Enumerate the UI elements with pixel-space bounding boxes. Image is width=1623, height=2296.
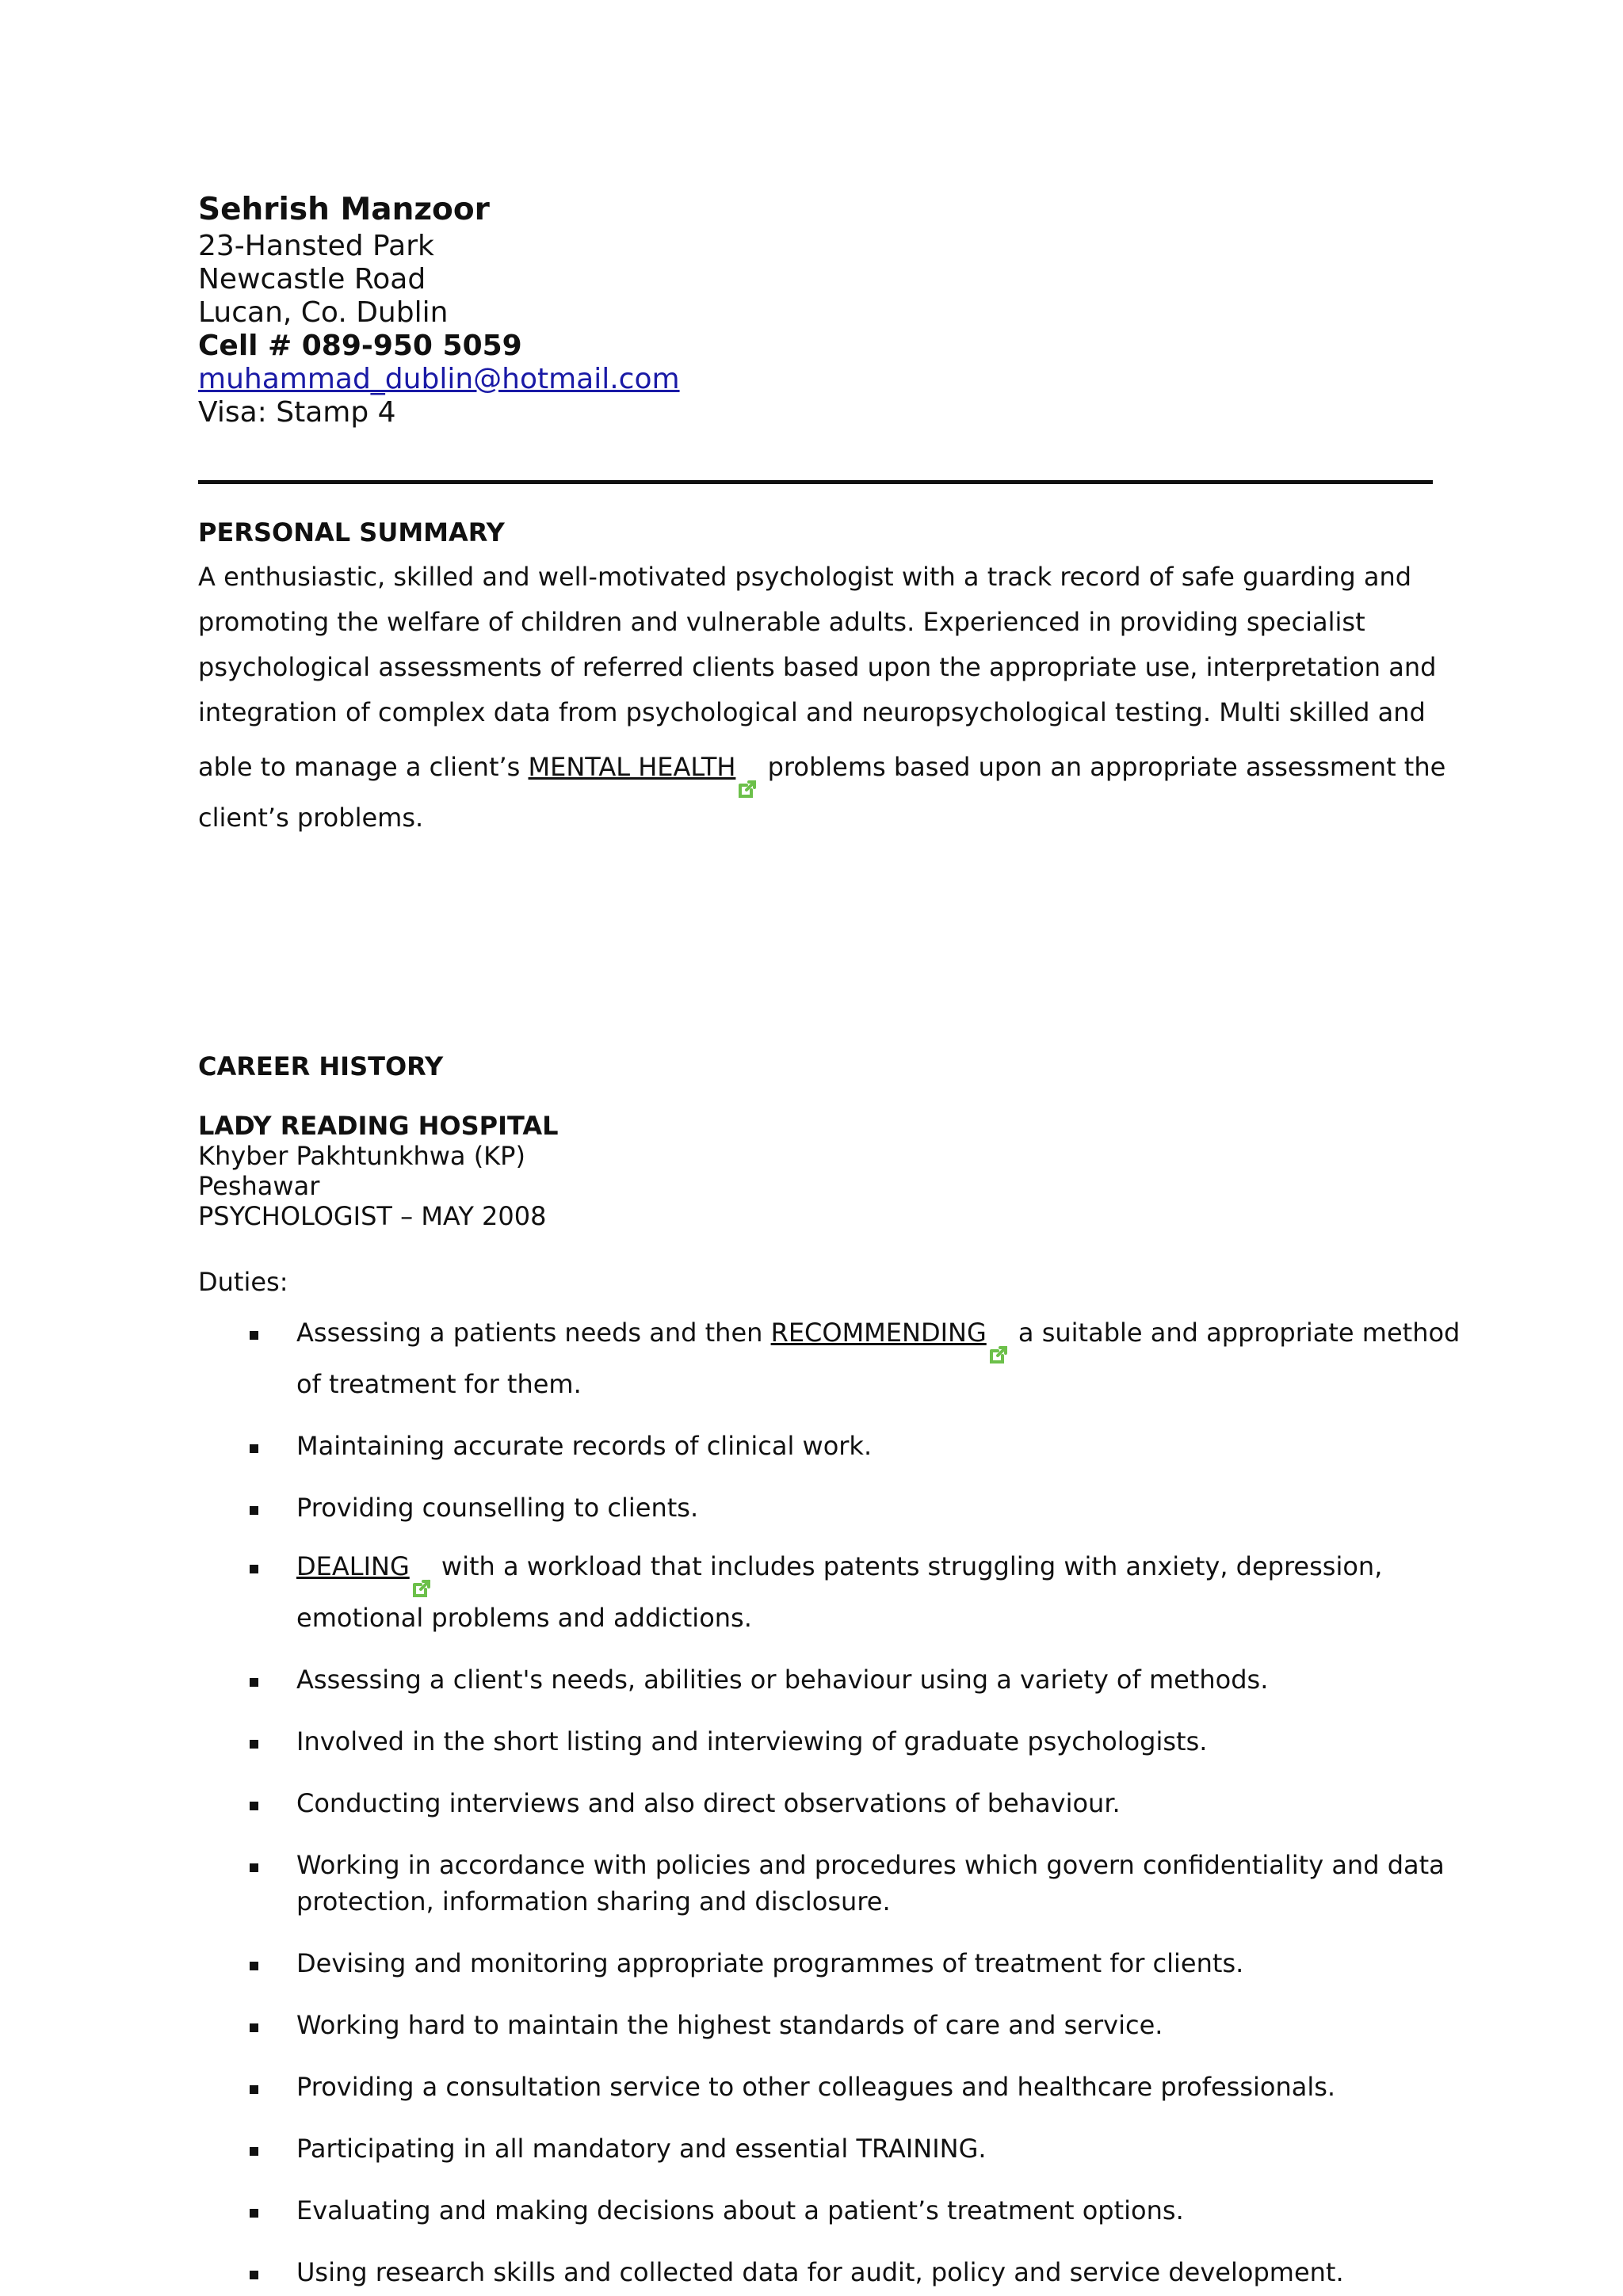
- duty-1-post: a suitable and appropriate method: [1010, 1318, 1461, 1348]
- recommending-link-label: RECOMMENDING: [770, 1318, 987, 1348]
- list-bullet: [250, 1962, 258, 1970]
- summary-line-1: A enthusiastic, skilled and well-motivated psychologist with a track record of safe guarding and: [198, 562, 1412, 592]
- employer-city: Peshawar: [198, 1171, 320, 1201]
- list-bullet: [250, 1444, 258, 1453]
- list-bullet: [250, 2271, 258, 2279]
- personal-summary-title: PERSONAL SUMMARY: [198, 517, 505, 547]
- summary-line-2: promoting the welfare of children and vulnerable adults. Experienced in providing specialist: [198, 607, 1365, 637]
- list-bullet: [250, 1740, 258, 1749]
- duty-11: Providing a consultation service to other colleagues and healthcare professionals.: [296, 2072, 1336, 2102]
- address-line-3: Lucan, Co. Dublin: [198, 296, 449, 329]
- duty-9: Devising and monitoring appropriate programmes of treatment for clients.: [296, 1948, 1244, 1978]
- summary-line-3: psychological assessments of referred clients based upon the appropriate use, interpretation and: [198, 652, 1437, 682]
- duty-1-pre: Assessing a patients needs and then: [296, 1318, 771, 1348]
- duty-8-line-2: protection, information sharing and disclosure.: [296, 1886, 891, 1917]
- personal-summary-body: [198, 555, 1466, 841]
- list-bullet: [250, 1565, 258, 1573]
- list-bullet: [250, 2147, 258, 2156]
- recommending-link[interactable]: [771, 1318, 1010, 1348]
- cell-number: Cell # 089-950 5059: [198, 330, 522, 362]
- list-bullet: [250, 2085, 258, 2094]
- summary-line-5-pre: able to manage a client’s: [198, 752, 529, 782]
- duty-10: Working hard to maintain the highest standards of care and service.: [296, 2010, 1163, 2040]
- dealing-link-label: DEALING: [296, 1551, 410, 1581]
- duty-4-post: with a workload that includes patents struggling with anxiety, depression,: [433, 1551, 1383, 1581]
- duty-13: Evaluating and making decisions about a patient’s treatment options.: [296, 2195, 1184, 2225]
- contact-block: [198, 190, 1434, 429]
- duty-12: Participating in all mandatory and essential TRAINING.: [296, 2134, 987, 2164]
- dealing-link[interactable]: [296, 1551, 433, 1581]
- duty-8-line-1: Working in accordance with policies and procedures which govern confidentiality and data: [296, 1850, 1445, 1880]
- duty-5: Assessing a client's needs, abilities or behaviour using a variety of methods.: [296, 1665, 1269, 1695]
- duty-6: Involved in the short listing and interviewing of graduate psychologists.: [296, 1726, 1208, 1756]
- email-link[interactable]: muhammad_dublin@hotmail.com: [198, 363, 680, 395]
- summary-line-6: client’s problems.: [198, 803, 424, 833]
- address-line-1: 23-Hansted Park: [198, 230, 434, 262]
- job-position: PSYCHOLOGIST – MAY 2008: [198, 1201, 547, 1231]
- summary-line-5-post: problems based upon an appropriate assessment the: [759, 752, 1446, 782]
- external-link-icon: [737, 779, 758, 799]
- employer-region: Khyber Pakhtunkhwa (KP): [198, 1141, 525, 1171]
- list-bullet: [250, 1863, 258, 1872]
- mental-health-link-label: MENTAL HEALTH: [528, 752, 736, 782]
- employer-name: LADY READING HOSPITAL: [198, 1111, 559, 1141]
- duty-2: Maintaining accurate records of clinical work.: [296, 1431, 873, 1461]
- header-divider: [198, 480, 1433, 484]
- duty-14: Using research skills and collected data for audit, policy and service development.: [296, 2257, 1344, 2287]
- visa-status: Visa: Stamp 4: [198, 396, 396, 429]
- list-bullet: [250, 1331, 258, 1340]
- employer-block: [198, 1111, 559, 1231]
- list-bullet: [250, 2209, 258, 2218]
- duties-label: Duties:: [198, 1267, 288, 1297]
- list-bullet: [250, 1678, 258, 1687]
- list-bullet: [250, 1802, 258, 1810]
- duty-3: Providing counselling to clients.: [296, 1493, 699, 1523]
- address-line-2: Newcastle Road: [198, 263, 426, 296]
- list-bullet: [250, 2023, 258, 2032]
- mental-health-link[interactable]: [529, 752, 760, 782]
- duty-7: Conducting interviews and also direct observations of behaviour.: [296, 1788, 1121, 1818]
- candidate-name: Sehrish Manzoor: [198, 192, 490, 227]
- career-history-title: CAREER HISTORY: [198, 1051, 444, 1081]
- email-line: [198, 363, 1434, 396]
- external-link-icon: [411, 1578, 432, 1599]
- duty-4-line-2: emotional problems and addictions.: [296, 1603, 752, 1633]
- external-link-icon: [988, 1344, 1009, 1365]
- summary-line-4: integration of complex data from psychological and neuropsychological testing. Multi skilled and: [198, 697, 1426, 727]
- summary-line-5: [198, 735, 1466, 799]
- duty-1-line-2: of treatment for them.: [296, 1369, 582, 1399]
- list-bullet: [250, 1506, 258, 1515]
